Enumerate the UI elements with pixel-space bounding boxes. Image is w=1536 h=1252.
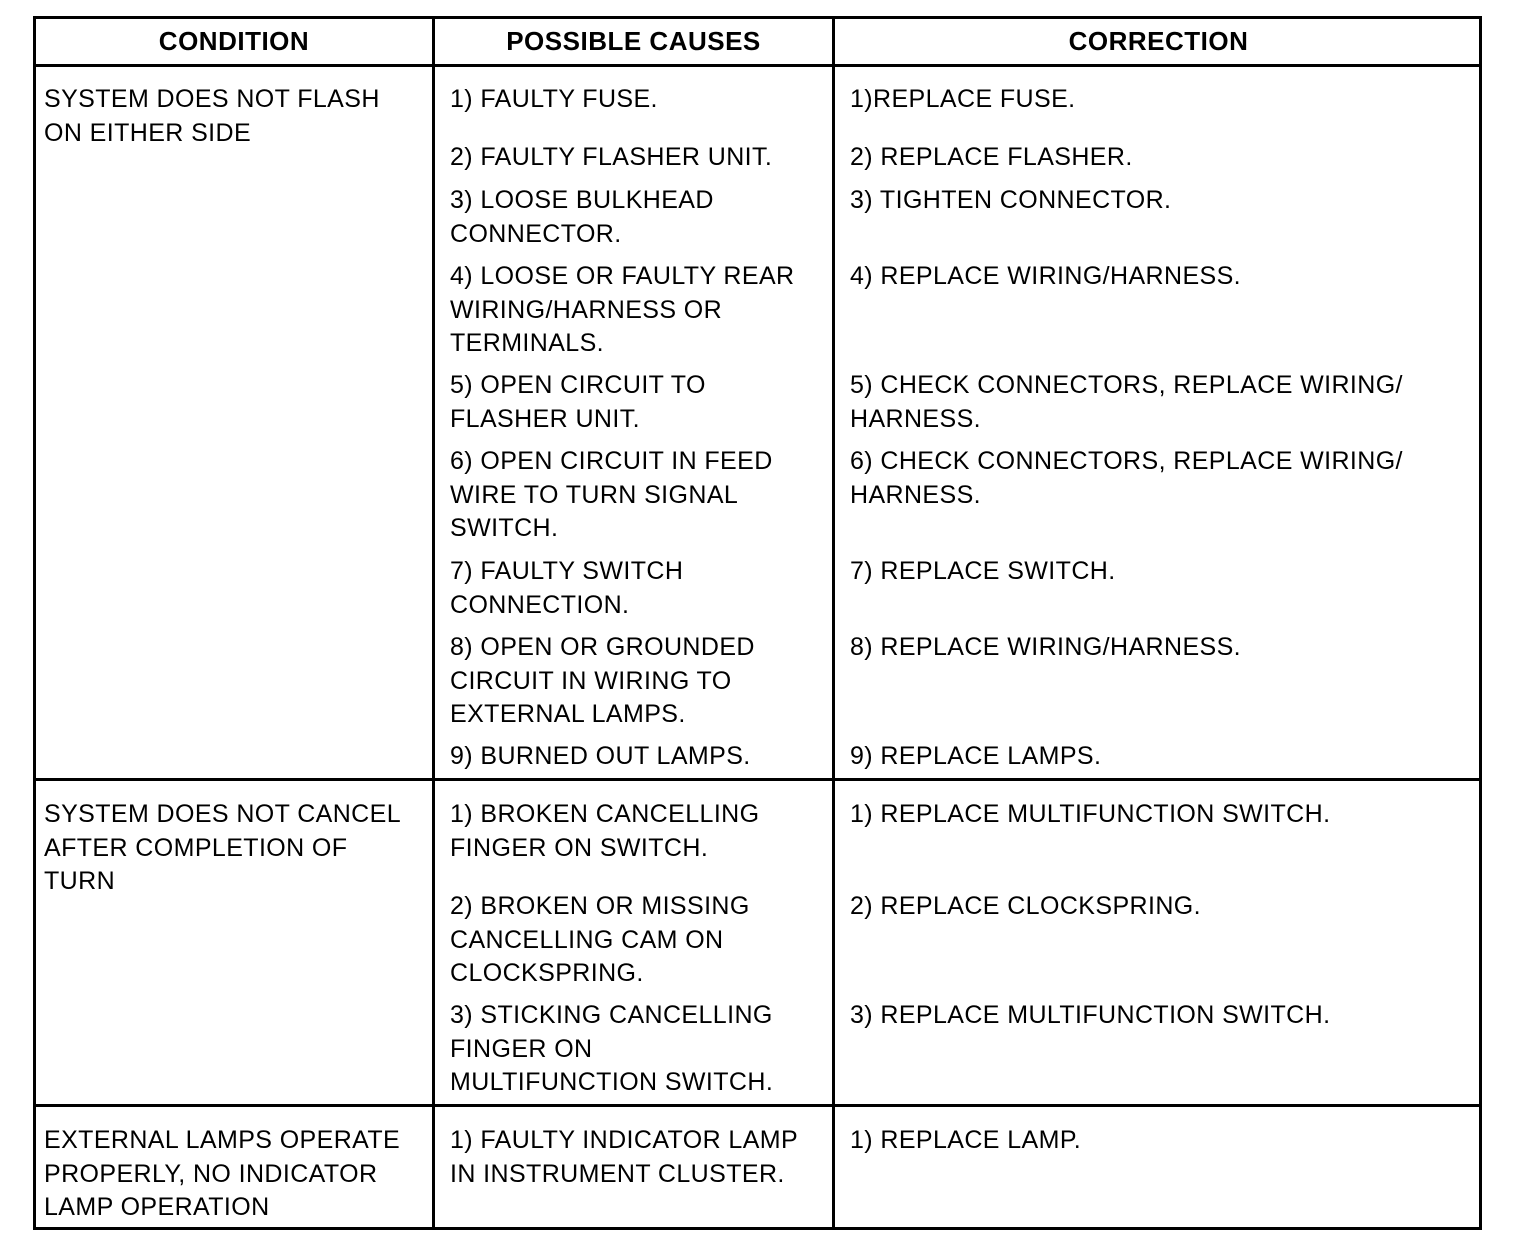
correction-item: 1)REPLACE FUSE. (850, 85, 1076, 113)
correction-item: 6) CHECK CONNECTORS, REPLACE WIRING/ HARNESS. (850, 447, 1403, 509)
correction-item: 5) CHECK CONNECTORS, REPLACE WIRING/ HARNESS. (850, 371, 1403, 433)
cause-item: 9) BURNED OUT LAMPS. (450, 742, 751, 770)
cause-item: 1) FAULTY FUSE. (450, 85, 658, 113)
cause-item: 4) LOOSE OR FAULTY REAR WIRING/HARNESS OR TERMINALS. (450, 262, 795, 357)
cause-item: 2) FAULTY FLASHER UNIT. (450, 143, 773, 171)
header-condition: CONDITION (158, 26, 310, 56)
correction-item: 9) REPLACE LAMPS. (850, 742, 1102, 770)
row-divider (36, 1104, 1479, 1107)
header-divider (36, 64, 1479, 67)
correction-item: 8) REPLACE WIRING/HARNESS. (850, 633, 1242, 661)
cause-item: 2) BROKEN OR MISSING CANCELLING CAM ON CLOCKSPRING. (450, 892, 750, 987)
cause-item: 8) OPEN OR GROUNDED CIRCUIT IN WIRING TO EXTERNAL LAMPS. (450, 633, 755, 728)
cause-item: 5) OPEN CIRCUIT TO FLASHER UNIT. (450, 371, 706, 433)
correction-item: 3) TIGHTEN CONNECTOR. (850, 186, 1172, 214)
condition-cell: EXTERNAL LAMPS OPERATE PROPERLY, NO INDICATOR LAMP OPERATION (44, 1126, 401, 1221)
column-divider (832, 19, 835, 1227)
cause-item: 1) BROKEN CANCELLING FINGER ON SWITCH. (450, 800, 760, 862)
diagnosis-table (33, 16, 1482, 1230)
correction-item: 2) REPLACE CLOCKSPRING. (850, 892, 1201, 920)
cause-item: 3) LOOSE BULKHEAD CONNECTOR. (450, 186, 714, 248)
condition-cell: SYSTEM DOES NOT FLASH ON EITHER SIDE (44, 85, 380, 147)
header-possible-causes: POSSIBLE CAUSES (506, 26, 761, 56)
cause-item: 1) FAULTY INDICATOR LAMP IN INSTRUMENT CLUSTER. (450, 1126, 799, 1188)
correction-item: 3) REPLACE MULTIFUNCTION SWITCH. (850, 1001, 1331, 1029)
cause-item: 3) STICKING CANCELLING FINGER ON MULTIFUNCTION SWITCH. (450, 1001, 774, 1096)
column-divider (432, 19, 435, 1227)
correction-item: 7) REPLACE SWITCH. (850, 557, 1116, 585)
correction-item: 2) REPLACE FLASHER. (850, 143, 1133, 171)
row-divider (36, 778, 1479, 781)
header-correction: CORRECTION (1068, 26, 1249, 56)
cause-item: 6) OPEN CIRCUIT IN FEED WIRE TO TURN SIGNAL SWITCH. (450, 447, 773, 542)
correction-item: 1) REPLACE LAMP. (850, 1126, 1082, 1154)
condition-cell: SYSTEM DOES NOT CANCEL AFTER COMPLETION OF TURN (44, 800, 402, 895)
cause-item: 7) FAULTY SWITCH CONNECTION. (450, 557, 684, 619)
correction-item: 1) REPLACE MULTIFUNCTION SWITCH. (850, 800, 1331, 828)
correction-item: 4) REPLACE WIRING/HARNESS. (850, 262, 1242, 290)
